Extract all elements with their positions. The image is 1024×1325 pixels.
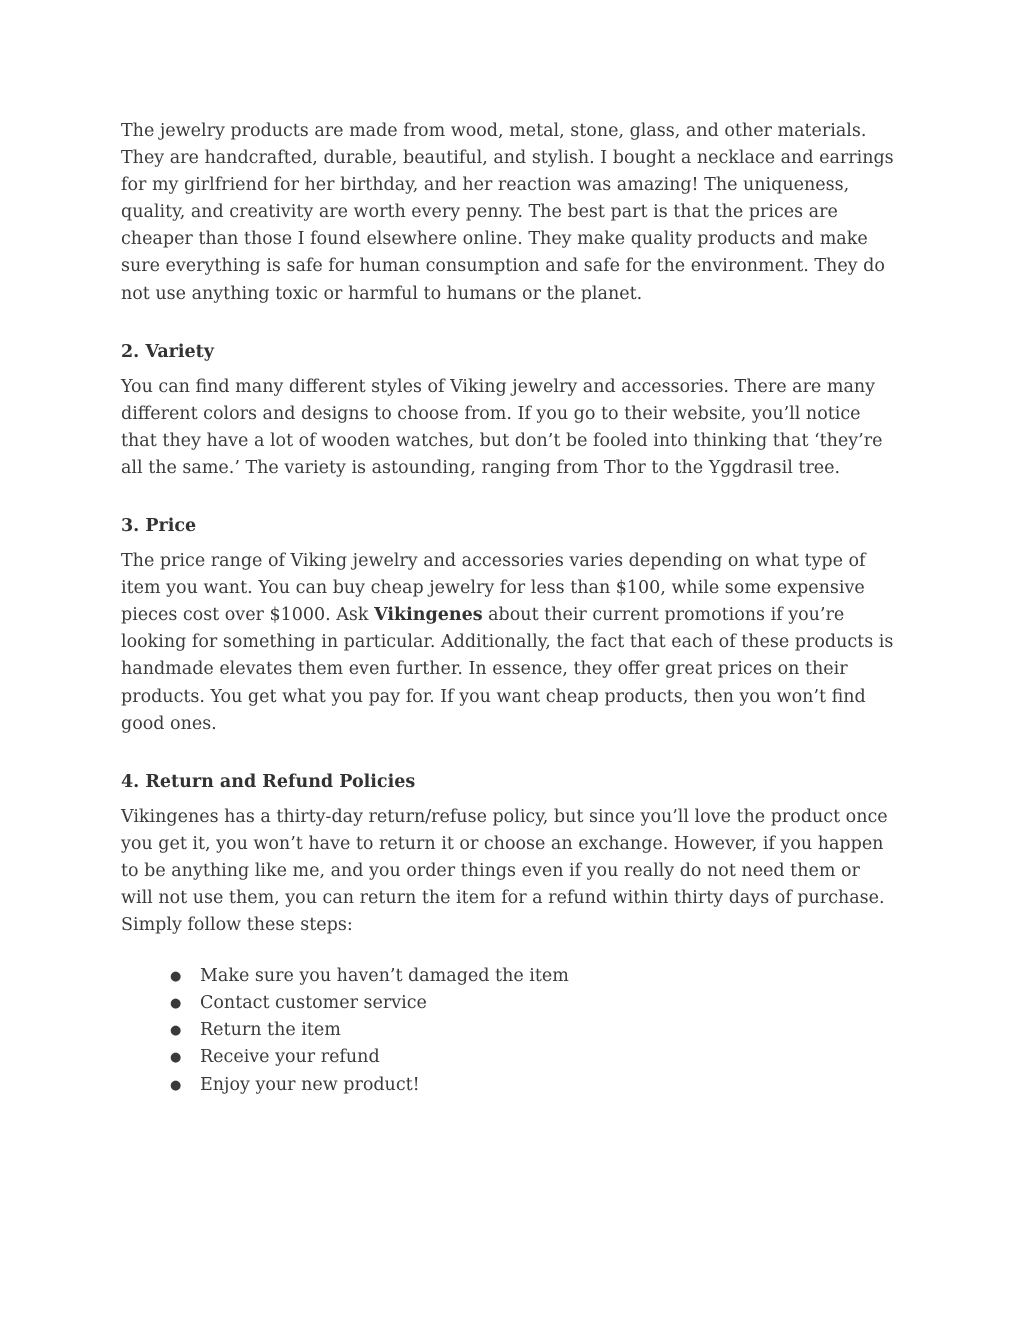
returns-section: [121, 769, 896, 939]
price-section: [121, 513, 896, 738]
list-item: [170, 1017, 896, 1044]
list-item-text: Make sure you haven’t damaged the item: [200, 966, 569, 987]
variety-section: [121, 339, 896, 482]
price-paragraph: [121, 548, 896, 738]
returns-heading: 4. Return and Refund Policies: [121, 771, 416, 792]
returns-paragraph: Vikingenes has a thirty-day return/refuse policy, but since you’ll love the product once you get it, you won’t have to return it or choose an exchange. However, if you happen to be anything like me, and you order things even if you really do not need them or will not use them, you can return the item for a refund within thirty days of purchase. Simply follow these steps:: [121, 806, 888, 936]
list-item-text: Receive your refund: [200, 1047, 380, 1068]
price-heading: 3. Price: [121, 516, 197, 537]
list-item-text: Return the item: [200, 1020, 341, 1041]
list-item: [170, 1044, 896, 1071]
return-steps-list: [121, 963, 896, 1098]
bullet-icon: ●: [170, 1077, 182, 1093]
brand-name: Vikingenes: [374, 605, 483, 626]
bullet-icon: ●: [170, 1050, 182, 1066]
list-item: [170, 990, 896, 1017]
list-item-text: Enjoy your new product!: [200, 1074, 420, 1095]
bullet-icon: ●: [170, 969, 182, 985]
bullet-icon: ●: [170, 1023, 182, 1039]
list-item: [170, 1072, 896, 1099]
bullet-icon: ●: [170, 996, 182, 1012]
intro-paragraph: The jewelry products are made from wood, metal, stone, glass, and other materials. They are handcrafted, durable, beautiful, and stylish. I bought a necklace and earrings for my girlfriend for her birthday, and her reaction was amazing! The uniqueness, quality, and creativity are worth every penny. The best part is that the prices are cheaper than those I found elsewhere online. They make quality products and make sure everything is safe for human consumption and safe for the environment. They do not use anything toxic or harmful to humans or the planet.: [121, 121, 894, 304]
price-text-after: about their current promotions if you’re looking for something in particular. Additionally, the fact that each of these products is handmade elevates them even further. In essence, they offer great prices on their products. You get what you pay for. If you want cheap products, then you won’t find good ones.: [121, 605, 894, 734]
list-item: [170, 963, 896, 990]
variety-paragraph: You can find many different styles of Viking jewelry and accessories. There are many different colors and designs to choose from. If you go to their website, you’ll notice that they have a lot of wooden watches, but don’t be fooled into thinking that ‘they’re all the same.’ The variety is astounding, ranging from Thor to the Yggdrasil tree.: [121, 376, 883, 478]
variety-heading: 2. Variety: [121, 341, 214, 362]
list-item-text: Contact customer service: [200, 993, 427, 1014]
document-page: [121, 118, 896, 1099]
price-text-before: The price range of Viking jewelry and accessories varies depending on what type of item you want. You can buy cheap jewelry for less than $100, while some expensive pieces cost over $1000. Ask: [121, 551, 866, 626]
